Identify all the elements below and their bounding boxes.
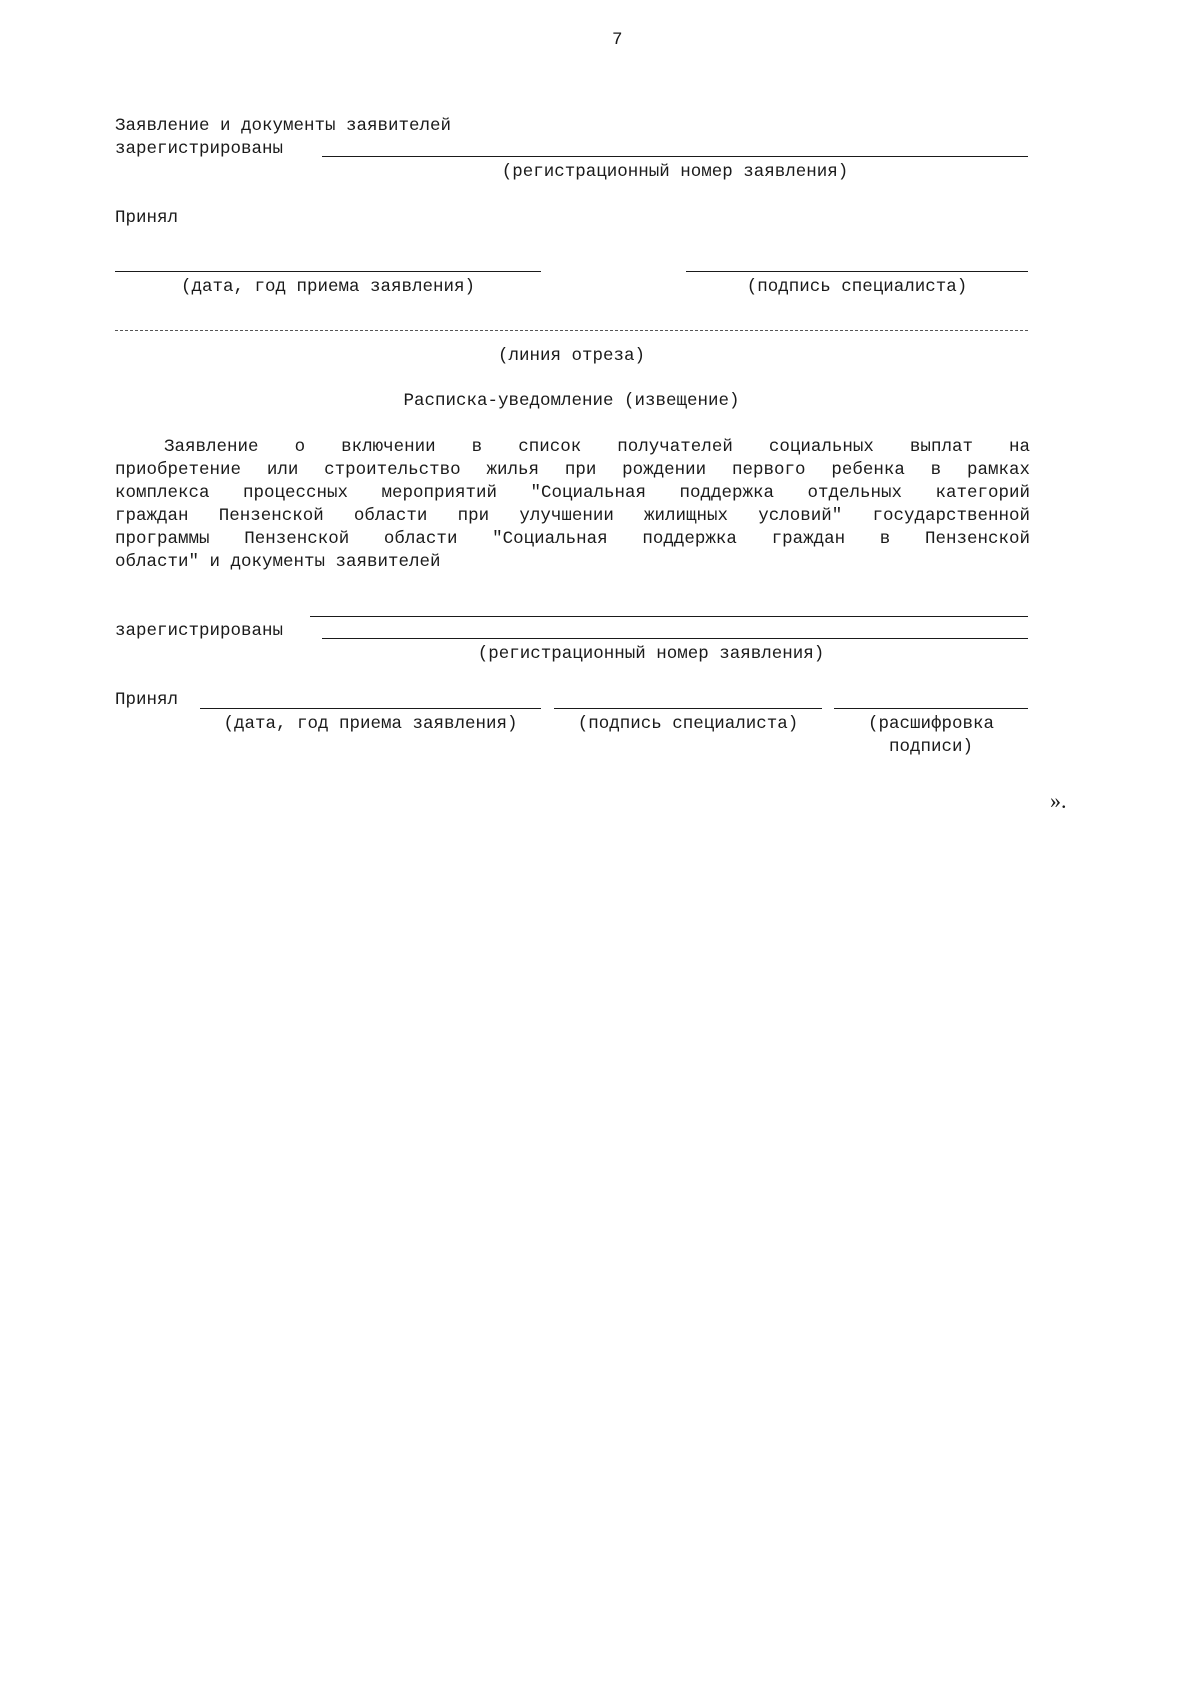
- specialist-signature-field[interactable]: [686, 271, 1028, 272]
- receipt-signature-decoding-caption: (расшифровка: [867, 714, 995, 734]
- paragraph-line: приобретение или строительство жилья при рождении первого ребенка в рамках: [115, 460, 1030, 480]
- registration-number-caption: (регистрационный номер заявления): [501, 162, 849, 182]
- closing-quote-mark: ».: [1050, 788, 1067, 813]
- cut-line-caption: (линия отреза): [497, 346, 646, 366]
- registration-number-field[interactable]: [322, 156, 1028, 157]
- cut-line: [115, 330, 1028, 331]
- paragraph-line: области" и документы заявителей: [115, 552, 441, 572]
- paragraph-line: граждан Пензенской области при улучшении жилищных условий" государственной: [115, 506, 1030, 526]
- acceptance-date-field[interactable]: [115, 271, 541, 272]
- page-number: 7: [612, 30, 623, 50]
- receipt-registration-number-field[interactable]: [322, 638, 1028, 639]
- receipt-specialist-signature-caption: (подпись специалиста): [577, 714, 799, 734]
- receipt-extra-field[interactable]: [310, 616, 1028, 617]
- accepted-label: Принял: [115, 208, 179, 228]
- registered-label: зарегистрированы: [115, 139, 284, 159]
- receipt-signature-decoding-field[interactable]: [834, 708, 1028, 709]
- receipt-specialist-signature-field[interactable]: [554, 708, 822, 709]
- receipt-acceptance-date-field[interactable]: [200, 708, 541, 709]
- acceptance-date-caption: (дата, год приема заявления): [180, 277, 476, 297]
- specialist-signature-caption: (подпись специалиста): [746, 277, 968, 297]
- receipt-signature-decoding-caption-line2: подписи): [888, 737, 973, 757]
- receipt-acceptance-date-caption: (дата, год приема заявления): [223, 714, 518, 734]
- receipt-registered-label: зарегистрированы: [115, 621, 284, 641]
- statement-heading-line: Заявление и документы заявителей: [115, 116, 452, 136]
- receipt-registration-number-caption: (регистрационный номер заявления): [477, 644, 825, 664]
- receipt-title: Расписка-уведомление (извещение): [403, 391, 740, 411]
- receipt-accepted-label: Принял: [115, 690, 179, 710]
- paragraph-line: комплекса процессных мероприятий "Социальная поддержка отдельных категорий: [115, 483, 1030, 503]
- paragraph-line: программы Пензенской области "Социальная поддержка граждан в Пензенской: [115, 529, 1030, 549]
- paragraph-line: Заявление о включении в список получателей социальных выплат на: [164, 437, 1030, 457]
- receipt-paragraph: [115, 436, 1030, 574]
